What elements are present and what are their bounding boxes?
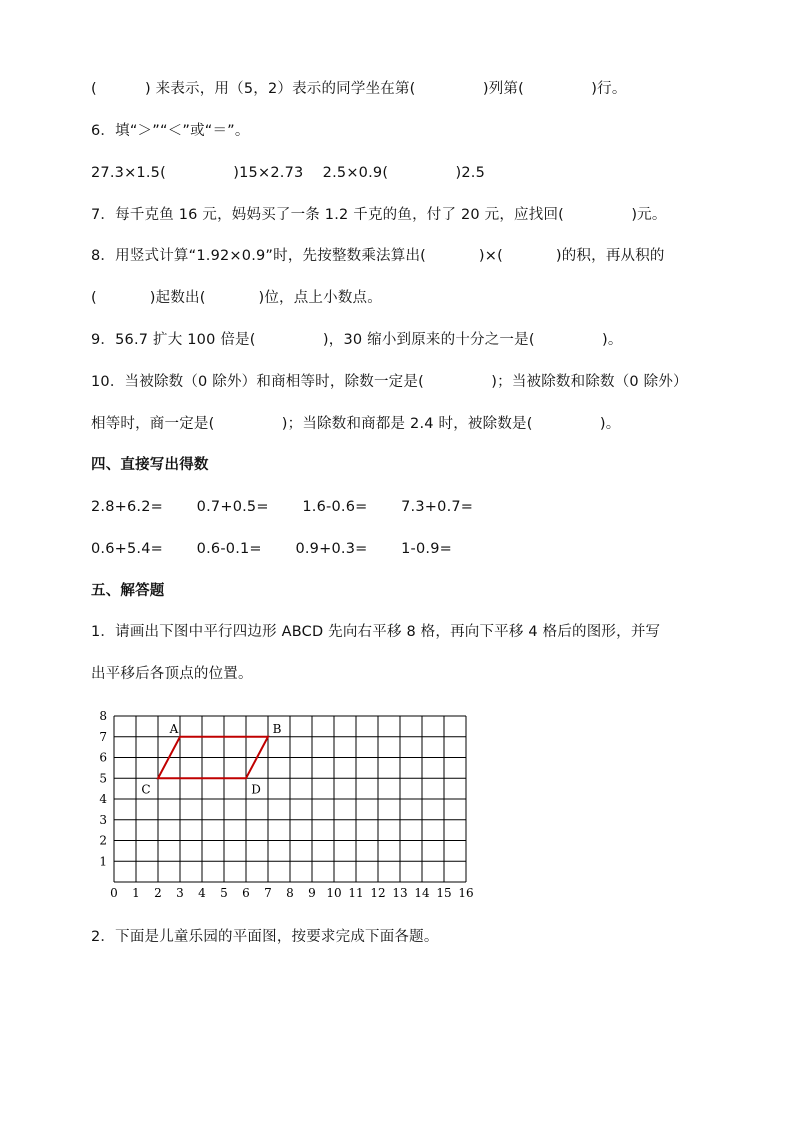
mental-math-row-2: 0.6+5.4= 0.6-0.1= 0.9+0.3= 1-0.9= <box>91 541 452 557</box>
section-4-heading: 四、直接写出得数 <box>91 457 209 473</box>
vertex-label-a: A <box>169 721 179 736</box>
question-6-title: 6．填“＞”“＜”或“＝”。 <box>91 123 250 139</box>
x-tick-label: 12 <box>370 886 386 900</box>
y-tick-label: 1 <box>99 854 107 869</box>
question-8-line1: 8．用竖式计算“1.92×0.9”时，先按整数乘法算出( )×( )的积，再从积的 <box>91 248 665 264</box>
x-tick-label: 4 <box>198 886 206 900</box>
y-tick-label: 2 <box>99 833 107 848</box>
question-10-line1: 10．当被除数（0 除外）和商相等时，除数一定是( )；当被除数和除数（0 除外） <box>91 374 688 390</box>
question-8-line2: ( )起数出( )位，点上小数点。 <box>91 290 382 306</box>
x-tick-label: 14 <box>414 886 430 900</box>
vertex-label-b: B <box>272 721 282 736</box>
y-tick-label: 8 <box>99 709 107 723</box>
x-tick-label: 1 <box>132 886 140 900</box>
question-5-tail: ( ) 来表示，用（5，2）表示的同学坐在第( )列第( )行。 <box>91 81 627 97</box>
question-7: 7．每千克鱼 16 元，妈妈买了一条 1.2 千克的鱼，付了 20 元，应找回( )元。 <box>91 207 667 223</box>
vertex-label-d: D <box>251 782 261 797</box>
y-tick-label: 7 <box>99 729 107 744</box>
x-tick-label: 16 <box>458 886 474 900</box>
coordinate-grid-figure <box>94 706 484 904</box>
x-tick-label: 0 <box>110 886 118 900</box>
question-10-line2: 相等时，商一定是( )；当除数和商都是 2.4 时，被除数是( )。 <box>91 416 621 432</box>
vertex-label-c: C <box>141 782 151 797</box>
problem-2: 2．下面是儿童乐园的平面图，按要求完成下面各题。 <box>91 929 439 945</box>
y-tick-label: 6 <box>99 750 107 765</box>
x-tick-label: 8 <box>286 886 294 900</box>
x-tick-label: 11 <box>348 886 364 900</box>
problem-1-line2: 出平移后各顶点的位置。 <box>91 666 253 682</box>
mental-math-row-1: 2.8+6.2= 0.7+0.5= 1.6-0.6= 7.3+0.7= <box>91 499 474 515</box>
x-tick-label: 2 <box>154 886 162 900</box>
x-tick-label: 3 <box>176 886 184 900</box>
section-5-heading: 五、解答题 <box>91 583 165 599</box>
x-tick-label: 5 <box>220 886 228 900</box>
x-tick-label: 15 <box>436 886 452 900</box>
problem-1-line1: 1．请画出下图中平行四边形 ABCD 先向右平移 8 格，再向下平移 4 格后的图形，并写 <box>91 624 661 640</box>
question-6-expressions: 27.3×1.5( )15×2.73 2.5×0.9( )2.5 <box>91 165 486 181</box>
y-tick-label: 5 <box>99 771 107 786</box>
y-tick-label: 4 <box>99 792 107 806</box>
x-tick-label: 13 <box>392 886 408 900</box>
x-tick-label: 9 <box>308 886 316 900</box>
y-tick-label: 3 <box>99 812 107 827</box>
x-tick-label: 6 <box>242 886 250 900</box>
question-9: 9．56.7 扩大 100 倍是( )，30 缩小到原来的十分之一是( )。 <box>91 332 623 348</box>
x-tick-label: 10 <box>326 886 342 900</box>
x-tick-label: 7 <box>264 886 272 900</box>
